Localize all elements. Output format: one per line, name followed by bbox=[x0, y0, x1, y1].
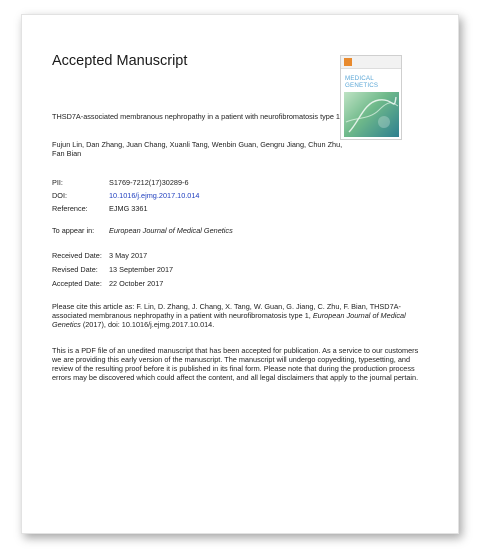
cover-journal-name: MEDICAL GENETICS bbox=[345, 75, 379, 89]
pii-label: PII: bbox=[52, 178, 63, 187]
received-value: 3 May 2017 bbox=[109, 251, 148, 260]
appear-label: To appear in: bbox=[52, 226, 95, 235]
author-list: Fujun Lin, Dan Zhang, Juan Chang, Xuanli Tang, Wenbin Guan, Gengru Jiang, Chun Zhu, Fan Bian bbox=[52, 140, 343, 158]
cover-artwork bbox=[344, 92, 399, 137]
revised-label: Revised Date: bbox=[52, 265, 98, 274]
citation-paragraph bbox=[52, 302, 427, 329]
revised-value: 13 September 2017 bbox=[109, 265, 174, 274]
citation-journal: European Journal of Medical Genetics bbox=[52, 311, 406, 329]
accepted-label: Accepted Date: bbox=[52, 279, 102, 288]
citation-prefix: Please cite this article as: F. Lin, D. Zhang, J. Chang, X. Tang, W. Guan, G. Jiang, C. Zhu, F. Bian, THSD7A-associated membranous nephropathy in a patient with neurofibromatosis type 1, bbox=[52, 302, 401, 320]
citation-suffix: (2017), doi: 10.1016/j.ejmg.2017.10.014. bbox=[80, 320, 215, 329]
manuscript-page bbox=[21, 14, 459, 534]
disclaimer-paragraph: This is a PDF file of an unedited manuscript that has been accepted for publication. As a service to our customers we are providing this early version of the manuscript. The manuscript will undergo copyediting, typesetting, and review of the resulting proof before it is published in its final form. Please note that during the production process errors may be discovered which could affect the content, and all legal disclaimers that apply to the journal pertain. bbox=[52, 346, 419, 382]
received-label: Received Date: bbox=[52, 251, 102, 260]
appear-value: European Journal of Medical Genetics bbox=[109, 226, 233, 235]
accepted-value: 22 October 2017 bbox=[109, 279, 164, 288]
pii-value: S1769-7212(17)30289-6 bbox=[109, 178, 189, 187]
reference-label: Reference: bbox=[52, 204, 88, 213]
cover-header-band bbox=[341, 56, 401, 69]
reference-value: EJMG 3361 bbox=[109, 204, 148, 213]
doi-label: DOI: bbox=[52, 191, 67, 200]
page-heading: Accepted Manuscript bbox=[52, 53, 188, 69]
journal-cover-thumbnail bbox=[340, 55, 402, 140]
article-title: THSD7A-associated membranous nephropathy in a patient with neurofibromatosis type 1 bbox=[52, 112, 340, 121]
publisher-logo-icon bbox=[344, 58, 352, 66]
doi-link[interactable]: 10.1016/j.ejmg.2017.10.014 bbox=[109, 191, 200, 200]
